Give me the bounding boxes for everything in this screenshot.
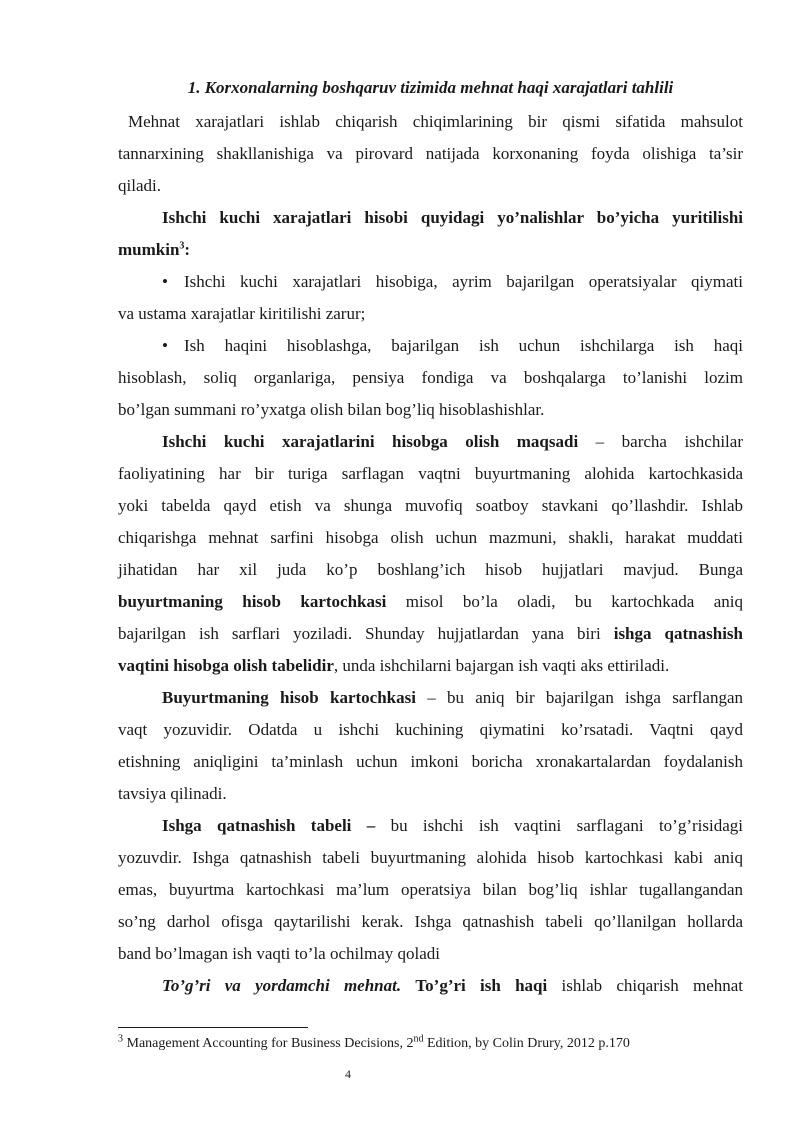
paragraph-3-line-1-rest: – barcha ishchilar (578, 432, 743, 451)
bullet-2-text: Ish haqini hisoblashga, bajarilgan ish uchun ishchilarga ish haqi (184, 336, 743, 355)
paragraph-6-line-1 (162, 970, 743, 1002)
paragraph-3-line-7-start: bajarilgan ish sarflari yoziladi. Shunday hujjatlardan yana biri (118, 624, 614, 643)
paragraph-3-line-8 (118, 650, 743, 682)
bullet-icon: • (162, 336, 168, 355)
term-attendance-table: vaqtini hisobga olish tabelidir (118, 656, 334, 675)
paragraph-5-line-3: emas, buyurtma kartochkasi ma’lum operatsiya bilan bog’liq ishlar tugallangandan (118, 880, 743, 899)
paragraph-5-line-2: yozuvdir. Ishga qatnashish tabeli buyurtmaning alohida hisob kartochkasi kabi aniq (118, 848, 743, 867)
paragraph-4-line-1 (162, 682, 743, 714)
footnote-text-after: Edition, by Colin Drury, 2012 p.170 (423, 1036, 630, 1051)
paragraph-5-line-4: so’ng darhol ofisga qaytarilishi kerak. Ishga qatnashish tabeli qo’llanilgan hollarda (118, 912, 743, 931)
term-attendance: ishga qatnashish (613, 624, 743, 643)
paragraph-3-line-7 (118, 618, 743, 650)
bullet-1-line-2: va ustama xarajatlar kiritilishi zarur; (118, 304, 366, 323)
paragraph-3-line-1 (162, 426, 743, 458)
footnote-ordinal: nd (413, 1033, 424, 1045)
bullet-2-line-2: hisoblash, soliq organlariga, pensiya fondiga va boshqalarga to’lanishi lozim (118, 368, 743, 387)
paragraph-3-line-2: faoliyatining har bir turiga sarflagan vaqtni buyurtmaning alohida kartochkasida (118, 464, 743, 483)
footnote (118, 1034, 743, 1054)
paragraph-3-line-5: jihatidan har xil juda ko’p boshlang’ich hisob hujjatlari mavjud. Bunga (118, 560, 743, 579)
bullet-1-line-1 (162, 266, 743, 298)
paragraph-3-line-6 (118, 586, 743, 618)
page-number: 4 (345, 1067, 351, 1081)
paragraph-6-rest: ishlab chiqarish mehnat (547, 976, 744, 995)
term-purpose: Ishchi kuchi xarajatlarini hisobga olish maqsadi (162, 432, 579, 451)
paragraph-3-line-8-rest: , unda ishchilarni bajargan ish vaqti aks ettiriladi. (333, 656, 670, 675)
heading-2-line-1: Ishchi kuchi xarajatlari hisobi quyidagi yo’nalishlar bo’yicha yuritilishi (162, 208, 743, 227)
section-title: 1. Korxonalarning boshqaruv tizimida mehnat haqi xarajatlari tahlili (187, 78, 674, 97)
paragraph-5-line-1 (162, 810, 743, 842)
paragraph-1-line-3: qiladi. (118, 176, 161, 195)
paragraph-1-line-2: tannarxining shakllanishiga va pirovard natijada korxonaning foyda olishiga ta’sir (118, 144, 743, 163)
paragraph-1-line-1: Mehnat xarajatlari ishlab chiqarish chiqimlarining bir qismi sifatida mahsulot (128, 112, 743, 131)
term-order-card: buyurtmaning hisob kartochkasi (118, 592, 387, 611)
paragraph-5-line-5: band bo’lmagan ish vaqti to’la ochilmay qoladi (118, 944, 440, 963)
bullet-1-text: Ishchi kuchi xarajatlari hisobiga, ayrim bajarilgan operatsiyalar qiymati (184, 272, 743, 291)
heading-2-line-2 (118, 234, 743, 266)
paragraph-4-line-4: tavsiya qilinadi. (118, 784, 227, 803)
paragraph-3-line-3: yoki tabelda qayd etish va shunga muvofiq soatboy stavkani qo’llashdir. Ishlab (118, 496, 743, 515)
paragraph-3-line-6-rest: misol bo’la oladi, bu kartochkada aniq (386, 592, 743, 611)
term-order-card-definition: Buyurtmaning hisob kartochkasi (162, 688, 416, 707)
paragraph-4-line-1-rest: – bu aniq bir bajarilgan ishga sarflangan (415, 688, 743, 707)
term-direct-auxiliary-labor: To’g’ri va yordamchi mehnat. (162, 976, 402, 995)
paragraph-5-line-1-rest: bu ishchi ish vaqtini sarflagani to’g’risidagi (375, 816, 744, 835)
bullet-icon: • (162, 272, 168, 291)
footnote-text-before: Management Accounting for Business Decisions, 2 (123, 1036, 414, 1051)
heading-2-colon: : (184, 240, 191, 259)
term-direct-wage: To’g’ri ish haqi (415, 976, 548, 995)
paragraph-4-line-2: vaqt yozuvidir. Odatda u ishchi kuchining qiymatini ko’rsatadi. Vaqtni qayd (118, 720, 743, 739)
bullet-2-line-1 (162, 330, 743, 362)
bullet-2-line-3: bo’lgan summani ro’yxatga olish bilan bog’liq hisoblashishlar. (118, 400, 545, 419)
paragraph-4-line-3: etishning aniqligini ta’minlash uchun imkoni boricha xronakartalardan foydalanish (118, 752, 743, 771)
footnote-mark: 3 (118, 1033, 123, 1045)
term-attendance-sheet: Ishga qatnashish tabeli – (162, 816, 376, 835)
paragraph-3-line-4: chiqarishga mehnat sarfini hisobga olish uchun mazmuni, shakli, harakat muddati (118, 528, 743, 547)
heading-2-text: mumkin (118, 240, 180, 259)
footnote-separator (118, 1027, 308, 1028)
footnote-reference: 3 (179, 240, 185, 252)
